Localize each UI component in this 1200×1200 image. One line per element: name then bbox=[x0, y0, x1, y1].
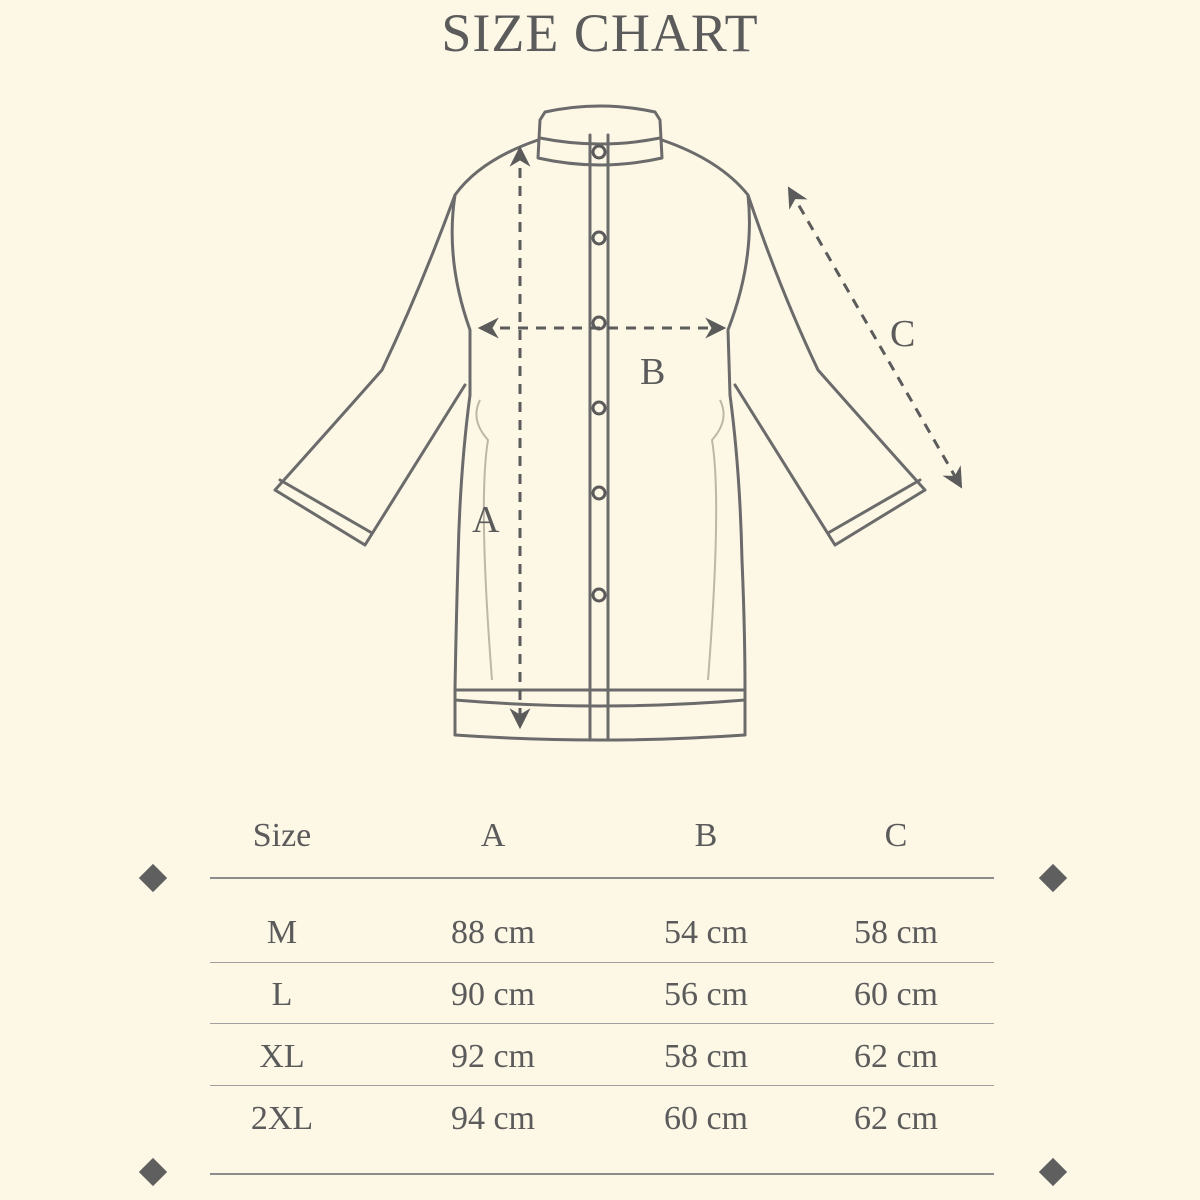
cell-a: 90 cm bbox=[450, 976, 536, 1013]
diamond-ornament-bottom-left bbox=[139, 1158, 167, 1186]
page-title: SIZE CHART bbox=[441, 3, 759, 63]
dimension-b-label: B bbox=[640, 351, 666, 393]
dimension-c-line bbox=[790, 190, 960, 485]
button-5 bbox=[593, 487, 605, 499]
row-divider bbox=[210, 962, 994, 963]
row-divider bbox=[210, 1023, 994, 1024]
cell-b: 60 cm bbox=[663, 1100, 749, 1137]
row-divider bbox=[210, 1085, 994, 1086]
cell-c: 58 cm bbox=[853, 914, 939, 951]
dimension-c-label: C bbox=[890, 313, 916, 355]
dimension-a-label: A bbox=[472, 499, 500, 541]
header-size: Size bbox=[252, 817, 312, 854]
cell-c: 62 cm bbox=[853, 1100, 939, 1137]
hem-band bbox=[455, 690, 745, 740]
button-4 bbox=[593, 402, 605, 414]
cell-c: 62 cm bbox=[853, 1038, 939, 1075]
cell-b: 56 cm bbox=[663, 976, 749, 1013]
header-divider bbox=[210, 877, 994, 879]
cell-size: L bbox=[271, 976, 293, 1013]
cell-c: 60 cm bbox=[853, 976, 939, 1013]
cell-a: 94 cm bbox=[450, 1100, 536, 1137]
diamond-ornament-top-right bbox=[1039, 864, 1067, 892]
table-bottom-rule bbox=[210, 1173, 994, 1175]
cell-b: 58 cm bbox=[663, 1038, 749, 1075]
cell-a: 92 cm bbox=[450, 1038, 536, 1075]
header-a: A bbox=[480, 817, 506, 854]
diamond-ornament-top-left bbox=[139, 864, 167, 892]
cell-a: 88 cm bbox=[450, 914, 536, 951]
header-c: C bbox=[884, 817, 908, 854]
button-placket bbox=[590, 135, 608, 740]
cell-size: 2XL bbox=[250, 1100, 314, 1137]
button-1 bbox=[593, 146, 605, 158]
cell-b: 54 cm bbox=[663, 914, 749, 951]
header-b: B bbox=[694, 817, 718, 854]
button-6 bbox=[593, 589, 605, 601]
button-2 bbox=[593, 232, 605, 244]
diamond-ornament-bottom-right bbox=[1039, 1158, 1067, 1186]
cell-size: XL bbox=[259, 1038, 305, 1075]
cell-size: M bbox=[266, 914, 298, 951]
